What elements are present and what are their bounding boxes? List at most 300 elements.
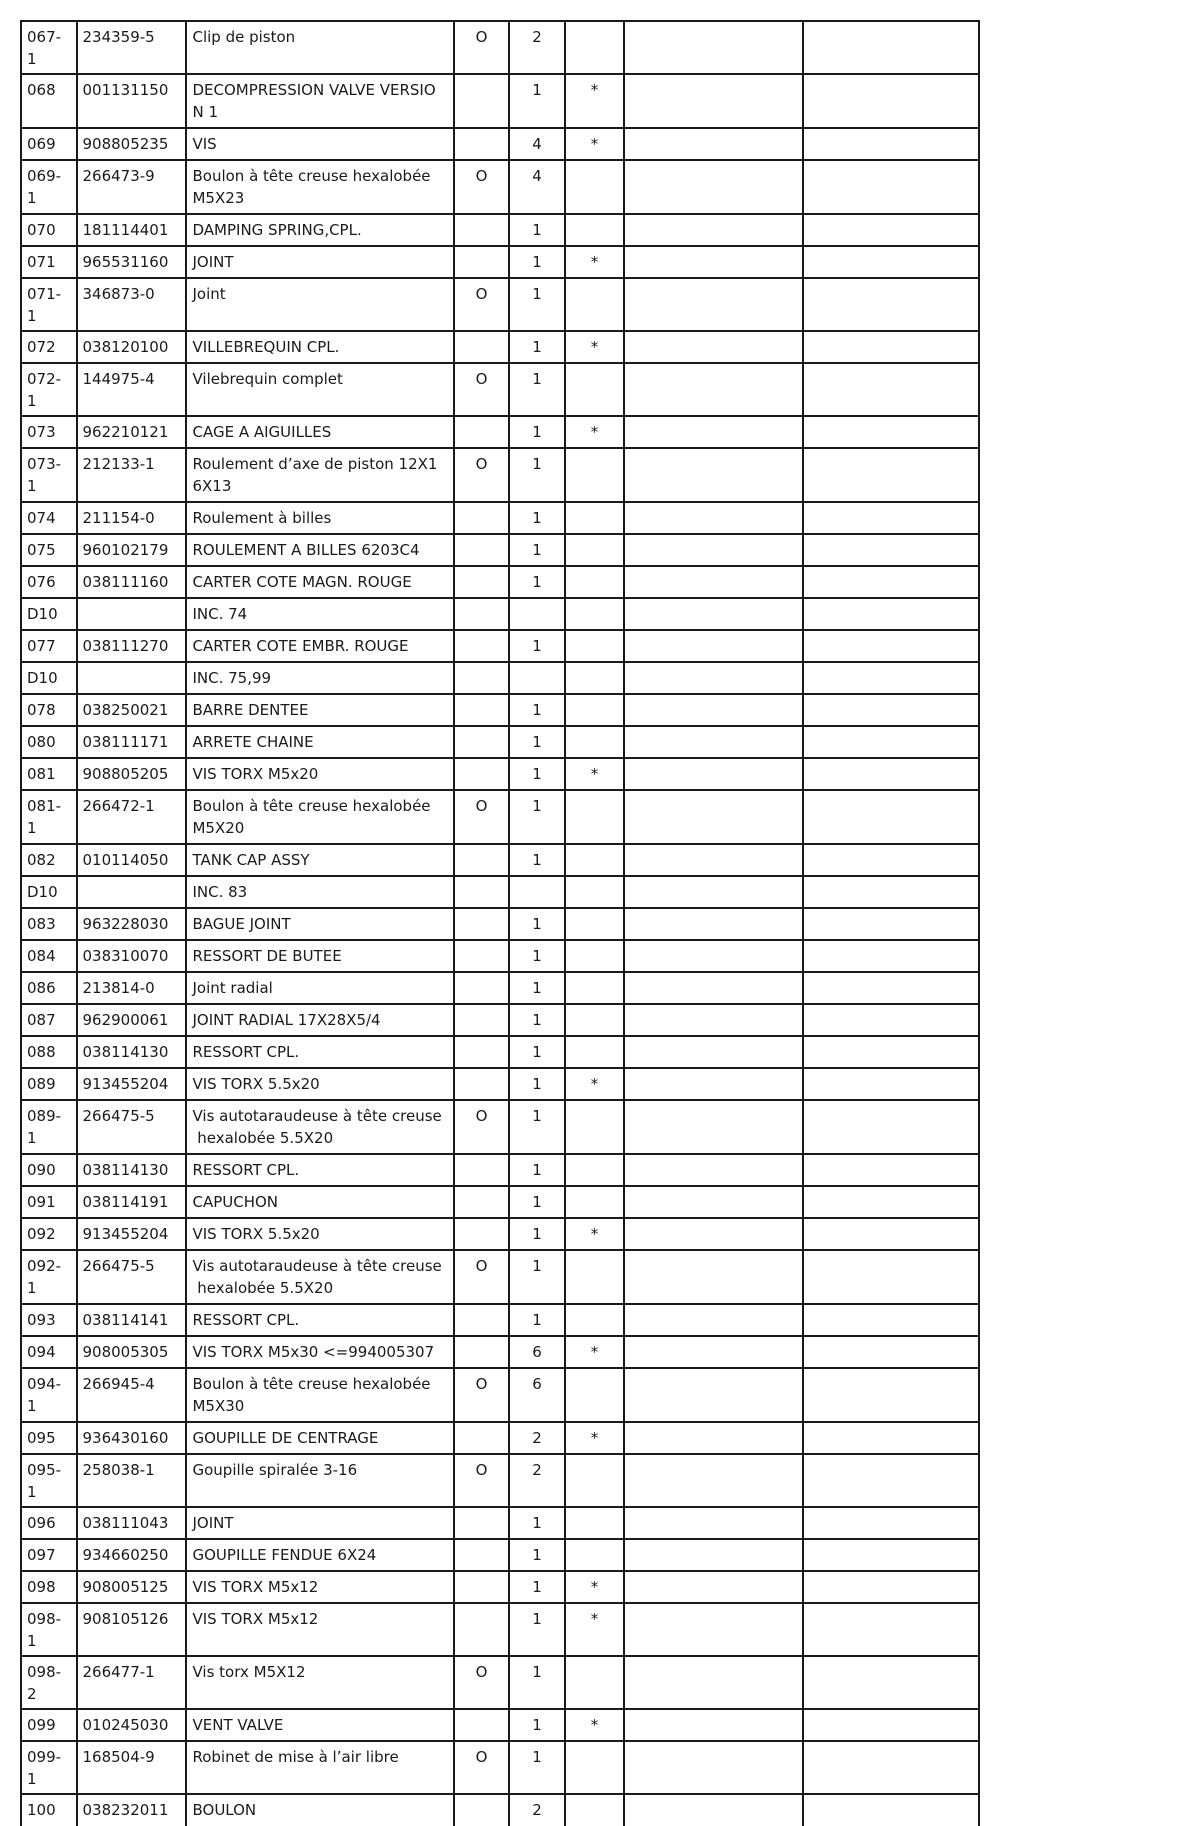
description-cell: BAGUE JOINT [186, 908, 453, 940]
star-marker-cell [565, 940, 625, 972]
quantity-cell: 1 [509, 566, 565, 598]
position-cell: 082 [21, 844, 77, 876]
table-row [21, 1186, 979, 1218]
o-marker-cell: O [454, 1368, 510, 1422]
part-number-cell: 211154-0 [77, 502, 187, 534]
empty-cell [624, 1368, 803, 1422]
empty-cell [624, 534, 803, 566]
quantity-cell: 1 [509, 1036, 565, 1068]
table-row [21, 566, 979, 598]
empty-cell [624, 278, 803, 331]
o-marker-cell [454, 1539, 510, 1571]
description-cell: Boulon à tête creuse hexalobée M5X20 [186, 790, 453, 844]
star-marker-cell [565, 21, 625, 74]
star-marker-cell [565, 876, 625, 908]
o-marker-cell: O [454, 1656, 510, 1709]
quantity-cell: 1 [509, 1218, 565, 1250]
quantity-cell: 4 [509, 128, 565, 160]
position-cell: 076 [21, 566, 77, 598]
empty-cell [624, 331, 803, 363]
quantity-cell: 1 [509, 278, 565, 331]
table-row [21, 1603, 979, 1656]
parts-table [20, 20, 980, 1826]
table-row [21, 1036, 979, 1068]
star-marker-cell [565, 598, 625, 630]
o-marker-cell [454, 662, 510, 694]
part-number-cell: 258038-1 [77, 1454, 187, 1507]
position-cell: 098-1 [21, 1603, 77, 1656]
part-number-cell: 213814-0 [77, 972, 187, 1004]
o-marker-cell [454, 1154, 510, 1186]
empty-cell [624, 876, 803, 908]
quantity-cell: 1 [509, 1154, 565, 1186]
part-number-cell: 908805235 [77, 128, 187, 160]
part-number-cell: 908005305 [77, 1336, 187, 1368]
position-cell: 088 [21, 1036, 77, 1068]
o-marker-cell: O [454, 21, 510, 74]
table-row [21, 534, 979, 566]
empty-cell [624, 1154, 803, 1186]
part-number-cell: 038310070 [77, 940, 187, 972]
part-number-cell: 913455204 [77, 1218, 187, 1250]
star-marker-cell [565, 1154, 625, 1186]
star-marker-cell [565, 908, 625, 940]
empty-cell [624, 790, 803, 844]
empty-cell [803, 1741, 979, 1794]
position-cell: 083 [21, 908, 77, 940]
quantity-cell: 2 [509, 1794, 565, 1826]
o-marker-cell [454, 758, 510, 790]
table-row [21, 726, 979, 758]
position-cell: 067-1 [21, 21, 77, 74]
table-row [21, 21, 979, 74]
o-marker-cell [454, 416, 510, 448]
empty-cell [624, 844, 803, 876]
star-marker-cell [565, 502, 625, 534]
empty-cell [624, 1186, 803, 1218]
star-marker-cell: * [565, 1218, 625, 1250]
description-cell: VENT VALVE [186, 1709, 453, 1741]
quantity-cell: 1 [509, 534, 565, 566]
star-marker-cell [565, 1507, 625, 1539]
part-number-cell: 266473-9 [77, 160, 187, 214]
table-row [21, 363, 979, 416]
part-number-cell: 001131150 [77, 74, 187, 128]
star-marker-cell: * [565, 1603, 625, 1656]
empty-cell [803, 940, 979, 972]
part-number-cell: 965531160 [77, 246, 187, 278]
star-marker-cell: * [565, 74, 625, 128]
o-marker-cell [454, 502, 510, 534]
empty-cell [803, 160, 979, 214]
description-cell: VIS TORX M5x12 [186, 1571, 453, 1603]
star-marker-cell: * [565, 128, 625, 160]
table-row [21, 416, 979, 448]
empty-cell [624, 1336, 803, 1368]
empty-cell [803, 1507, 979, 1539]
star-marker-cell: * [565, 1422, 625, 1454]
empty-cell [624, 246, 803, 278]
description-cell: TANK CAP ASSY [186, 844, 453, 876]
quantity-cell: 1 [509, 726, 565, 758]
quantity-cell: 1 [509, 1100, 565, 1154]
quantity-cell: 4 [509, 160, 565, 214]
quantity-cell: 1 [509, 972, 565, 1004]
empty-cell [624, 214, 803, 246]
empty-cell [624, 1709, 803, 1741]
description-cell: GOUPILLE FENDUE 6X24 [186, 1539, 453, 1571]
o-marker-cell: O [454, 790, 510, 844]
empty-cell [803, 448, 979, 502]
star-marker-cell [565, 1304, 625, 1336]
position-cell: 094-1 [21, 1368, 77, 1422]
position-cell: 072-1 [21, 363, 77, 416]
position-cell: 069 [21, 128, 77, 160]
part-number-cell: 181114401 [77, 214, 187, 246]
part-number-cell: 038120100 [77, 331, 187, 363]
description-cell: INC. 83 [186, 876, 453, 908]
quantity-cell: 1 [509, 1507, 565, 1539]
quantity-cell: 1 [509, 502, 565, 534]
empty-cell [624, 1539, 803, 1571]
quantity-cell: 1 [509, 1656, 565, 1709]
empty-cell [803, 1304, 979, 1336]
star-marker-cell [565, 1741, 625, 1794]
o-marker-cell [454, 598, 510, 630]
o-marker-cell [454, 1068, 510, 1100]
empty-cell [624, 21, 803, 74]
description-cell: ARRETE CHAINE [186, 726, 453, 758]
description-cell: INC. 74 [186, 598, 453, 630]
o-marker-cell [454, 940, 510, 972]
quantity-cell: 1 [509, 694, 565, 726]
star-marker-cell [565, 448, 625, 502]
position-cell: 092 [21, 1218, 77, 1250]
quantity-cell: 1 [509, 758, 565, 790]
position-cell: 095-1 [21, 1454, 77, 1507]
empty-cell [624, 566, 803, 598]
part-number-cell: 963228030 [77, 908, 187, 940]
empty-cell [624, 1068, 803, 1100]
star-marker-cell [565, 1036, 625, 1068]
table-row [21, 694, 979, 726]
empty-cell [624, 448, 803, 502]
part-number-cell: 038111043 [77, 1507, 187, 1539]
description-cell: Joint radial [186, 972, 453, 1004]
part-number-cell: 144975-4 [77, 363, 187, 416]
empty-cell [803, 416, 979, 448]
empty-cell [803, 1154, 979, 1186]
position-cell: 081 [21, 758, 77, 790]
position-cell: 090 [21, 1154, 77, 1186]
o-marker-cell: O [454, 278, 510, 331]
position-cell: 089-1 [21, 1100, 77, 1154]
empty-cell [624, 1741, 803, 1794]
quantity-cell [509, 662, 565, 694]
position-cell: 081-1 [21, 790, 77, 844]
position-cell: 074 [21, 502, 77, 534]
star-marker-cell: * [565, 246, 625, 278]
part-number-cell [77, 876, 187, 908]
description-cell: BARRE DENTEE [186, 694, 453, 726]
table-row [21, 214, 979, 246]
table-row [21, 1304, 979, 1336]
o-marker-cell [454, 694, 510, 726]
part-number-cell: 908105126 [77, 1603, 187, 1656]
part-number-cell: 168504-9 [77, 1741, 187, 1794]
empty-cell [803, 278, 979, 331]
part-number-cell: 908005125 [77, 1571, 187, 1603]
quantity-cell: 1 [509, 1603, 565, 1656]
star-marker-cell: * [565, 1336, 625, 1368]
o-marker-cell [454, 844, 510, 876]
part-number-cell: 266475-5 [77, 1100, 187, 1154]
table-row [21, 1250, 979, 1304]
part-number-cell: 038250021 [77, 694, 187, 726]
table-row [21, 1422, 979, 1454]
empty-cell [803, 1186, 979, 1218]
part-number-cell: 038111270 [77, 630, 187, 662]
empty-cell [803, 214, 979, 246]
description-cell: Boulon à tête creuse hexalobée M5X30 [186, 1368, 453, 1422]
star-marker-cell [565, 566, 625, 598]
empty-cell [803, 1036, 979, 1068]
part-number-cell: 936430160 [77, 1422, 187, 1454]
empty-cell [624, 758, 803, 790]
position-cell: 098-2 [21, 1656, 77, 1709]
o-marker-cell [454, 1507, 510, 1539]
description-cell: JOINT [186, 1507, 453, 1539]
position-cell: 073 [21, 416, 77, 448]
star-marker-cell [565, 214, 625, 246]
description-cell: RESSORT DE BUTEE [186, 940, 453, 972]
part-number-cell: 038114130 [77, 1154, 187, 1186]
description-cell: VIS TORX M5x20 [186, 758, 453, 790]
description-cell: VIS TORX M5x30 <=994005307 [186, 1336, 453, 1368]
star-marker-cell [565, 1368, 625, 1422]
part-number-cell: 038114130 [77, 1036, 187, 1068]
part-number-cell: 038232011 [77, 1794, 187, 1826]
position-cell: 100 [21, 1794, 77, 1826]
star-marker-cell: * [565, 416, 625, 448]
star-marker-cell [565, 1004, 625, 1036]
part-number-cell [77, 662, 187, 694]
quantity-cell: 1 [509, 908, 565, 940]
star-marker-cell [565, 844, 625, 876]
table-row [21, 1368, 979, 1422]
empty-cell [624, 694, 803, 726]
description-cell: GOUPILLE DE CENTRAGE [186, 1422, 453, 1454]
position-cell: 093 [21, 1304, 77, 1336]
empty-cell [803, 876, 979, 908]
empty-cell [803, 74, 979, 128]
table-row [21, 1154, 979, 1186]
empty-cell [624, 972, 803, 1004]
star-marker-cell: * [565, 1068, 625, 1100]
empty-cell [803, 972, 979, 1004]
part-number-cell: 212133-1 [77, 448, 187, 502]
parts-table-body [21, 21, 979, 1826]
empty-cell [624, 908, 803, 940]
o-marker-cell [454, 1036, 510, 1068]
quantity-cell: 1 [509, 1068, 565, 1100]
star-marker-cell [565, 1794, 625, 1826]
star-marker-cell [565, 278, 625, 331]
position-cell: 099 [21, 1709, 77, 1741]
description-cell: CAGE A AIGUILLES [186, 416, 453, 448]
description-cell: Vis autotaraudeuse à tête creuse hexalobée 5.5X20 [186, 1250, 453, 1304]
empty-cell [803, 1539, 979, 1571]
description-cell: ROULEMENT A BILLES 6203C4 [186, 534, 453, 566]
quantity-cell: 2 [509, 21, 565, 74]
position-cell: D10 [21, 662, 77, 694]
table-row [21, 1336, 979, 1368]
star-marker-cell [565, 534, 625, 566]
position-cell: 094 [21, 1336, 77, 1368]
position-cell: 077 [21, 630, 77, 662]
table-row [21, 1741, 979, 1794]
o-marker-cell [454, 1304, 510, 1336]
o-marker-cell: O [454, 1250, 510, 1304]
quantity-cell: 1 [509, 1741, 565, 1794]
description-cell: Clip de piston [186, 21, 453, 74]
o-marker-cell: O [454, 1741, 510, 1794]
quantity-cell [509, 876, 565, 908]
part-number-cell: 010114050 [77, 844, 187, 876]
quantity-cell: 1 [509, 246, 565, 278]
empty-cell [803, 363, 979, 416]
o-marker-cell [454, 908, 510, 940]
quantity-cell: 1 [509, 1186, 565, 1218]
table-row [21, 940, 979, 972]
star-marker-cell [565, 1250, 625, 1304]
position-cell: 099-1 [21, 1741, 77, 1794]
star-marker-cell [565, 363, 625, 416]
quantity-cell: 1 [509, 790, 565, 844]
table-row [21, 876, 979, 908]
empty-cell [803, 1422, 979, 1454]
quantity-cell: 1 [509, 940, 565, 972]
star-marker-cell [565, 972, 625, 1004]
o-marker-cell [454, 128, 510, 160]
table-row [21, 1100, 979, 1154]
table-row [21, 1539, 979, 1571]
part-number-cell: 346873-0 [77, 278, 187, 331]
empty-cell [624, 1250, 803, 1304]
quantity-cell: 1 [509, 448, 565, 502]
empty-cell [624, 1100, 803, 1154]
o-marker-cell [454, 1709, 510, 1741]
empty-cell [803, 694, 979, 726]
description-cell: JOINT [186, 246, 453, 278]
table-row [21, 1454, 979, 1507]
o-marker-cell [454, 1603, 510, 1656]
position-cell: 091 [21, 1186, 77, 1218]
quantity-cell: 1 [509, 1250, 565, 1304]
empty-cell [624, 416, 803, 448]
description-cell: CAPUCHON [186, 1186, 453, 1218]
o-marker-cell [454, 1004, 510, 1036]
star-marker-cell: * [565, 1571, 625, 1603]
empty-cell [803, 1250, 979, 1304]
o-marker-cell [454, 1794, 510, 1826]
o-marker-cell [454, 1422, 510, 1454]
empty-cell [624, 1507, 803, 1539]
table-row [21, 1004, 979, 1036]
description-cell: RESSORT CPL. [186, 1154, 453, 1186]
table-row [21, 630, 979, 662]
quantity-cell: 1 [509, 416, 565, 448]
part-number-cell: 266477-1 [77, 1656, 187, 1709]
empty-cell [624, 74, 803, 128]
star-marker-cell [565, 1539, 625, 1571]
description-cell: DAMPING SPRING,CPL. [186, 214, 453, 246]
empty-cell [803, 1368, 979, 1422]
star-marker-cell [565, 630, 625, 662]
part-number-cell: 038114191 [77, 1186, 187, 1218]
empty-cell [624, 1304, 803, 1336]
star-marker-cell [565, 726, 625, 758]
star-marker-cell [565, 1186, 625, 1218]
empty-cell [803, 1218, 979, 1250]
description-cell: Roulement d’axe de piston 12X1 6X13 [186, 448, 453, 502]
empty-cell [803, 534, 979, 566]
quantity-cell: 1 [509, 1304, 565, 1336]
table-row [21, 1709, 979, 1741]
quantity-cell: 1 [509, 630, 565, 662]
empty-cell [803, 790, 979, 844]
table-row [21, 74, 979, 128]
star-marker-cell [565, 1454, 625, 1507]
star-marker-cell: * [565, 331, 625, 363]
position-cell: 071-1 [21, 278, 77, 331]
part-number-cell: 960102179 [77, 534, 187, 566]
quantity-cell: 1 [509, 844, 565, 876]
table-row [21, 128, 979, 160]
description-cell: RESSORT CPL. [186, 1036, 453, 1068]
description-cell: Vis torx M5X12 [186, 1656, 453, 1709]
part-number-cell: 010245030 [77, 1709, 187, 1741]
part-number-cell: 962900061 [77, 1004, 187, 1036]
empty-cell [803, 758, 979, 790]
empty-cell [803, 502, 979, 534]
empty-cell [624, 598, 803, 630]
empty-cell [624, 940, 803, 972]
part-number-cell: 962210121 [77, 416, 187, 448]
empty-cell [803, 844, 979, 876]
empty-cell [803, 128, 979, 160]
table-row [21, 662, 979, 694]
part-number-cell: 038111171 [77, 726, 187, 758]
table-row [21, 908, 979, 940]
o-marker-cell [454, 214, 510, 246]
quantity-cell [509, 598, 565, 630]
description-cell: VIS TORX 5.5x20 [186, 1068, 453, 1100]
empty-cell [624, 726, 803, 758]
position-cell: 089 [21, 1068, 77, 1100]
description-cell: JOINT RADIAL 17X28X5/4 [186, 1004, 453, 1036]
position-cell: 087 [21, 1004, 77, 1036]
table-row [21, 1068, 979, 1100]
description-cell: Joint [186, 278, 453, 331]
o-marker-cell: O [454, 1100, 510, 1154]
position-cell: 069-1 [21, 160, 77, 214]
part-number-cell: 934660250 [77, 1539, 187, 1571]
quantity-cell: 1 [509, 214, 565, 246]
position-cell: 078 [21, 694, 77, 726]
empty-cell [803, 1004, 979, 1036]
star-marker-cell [565, 662, 625, 694]
